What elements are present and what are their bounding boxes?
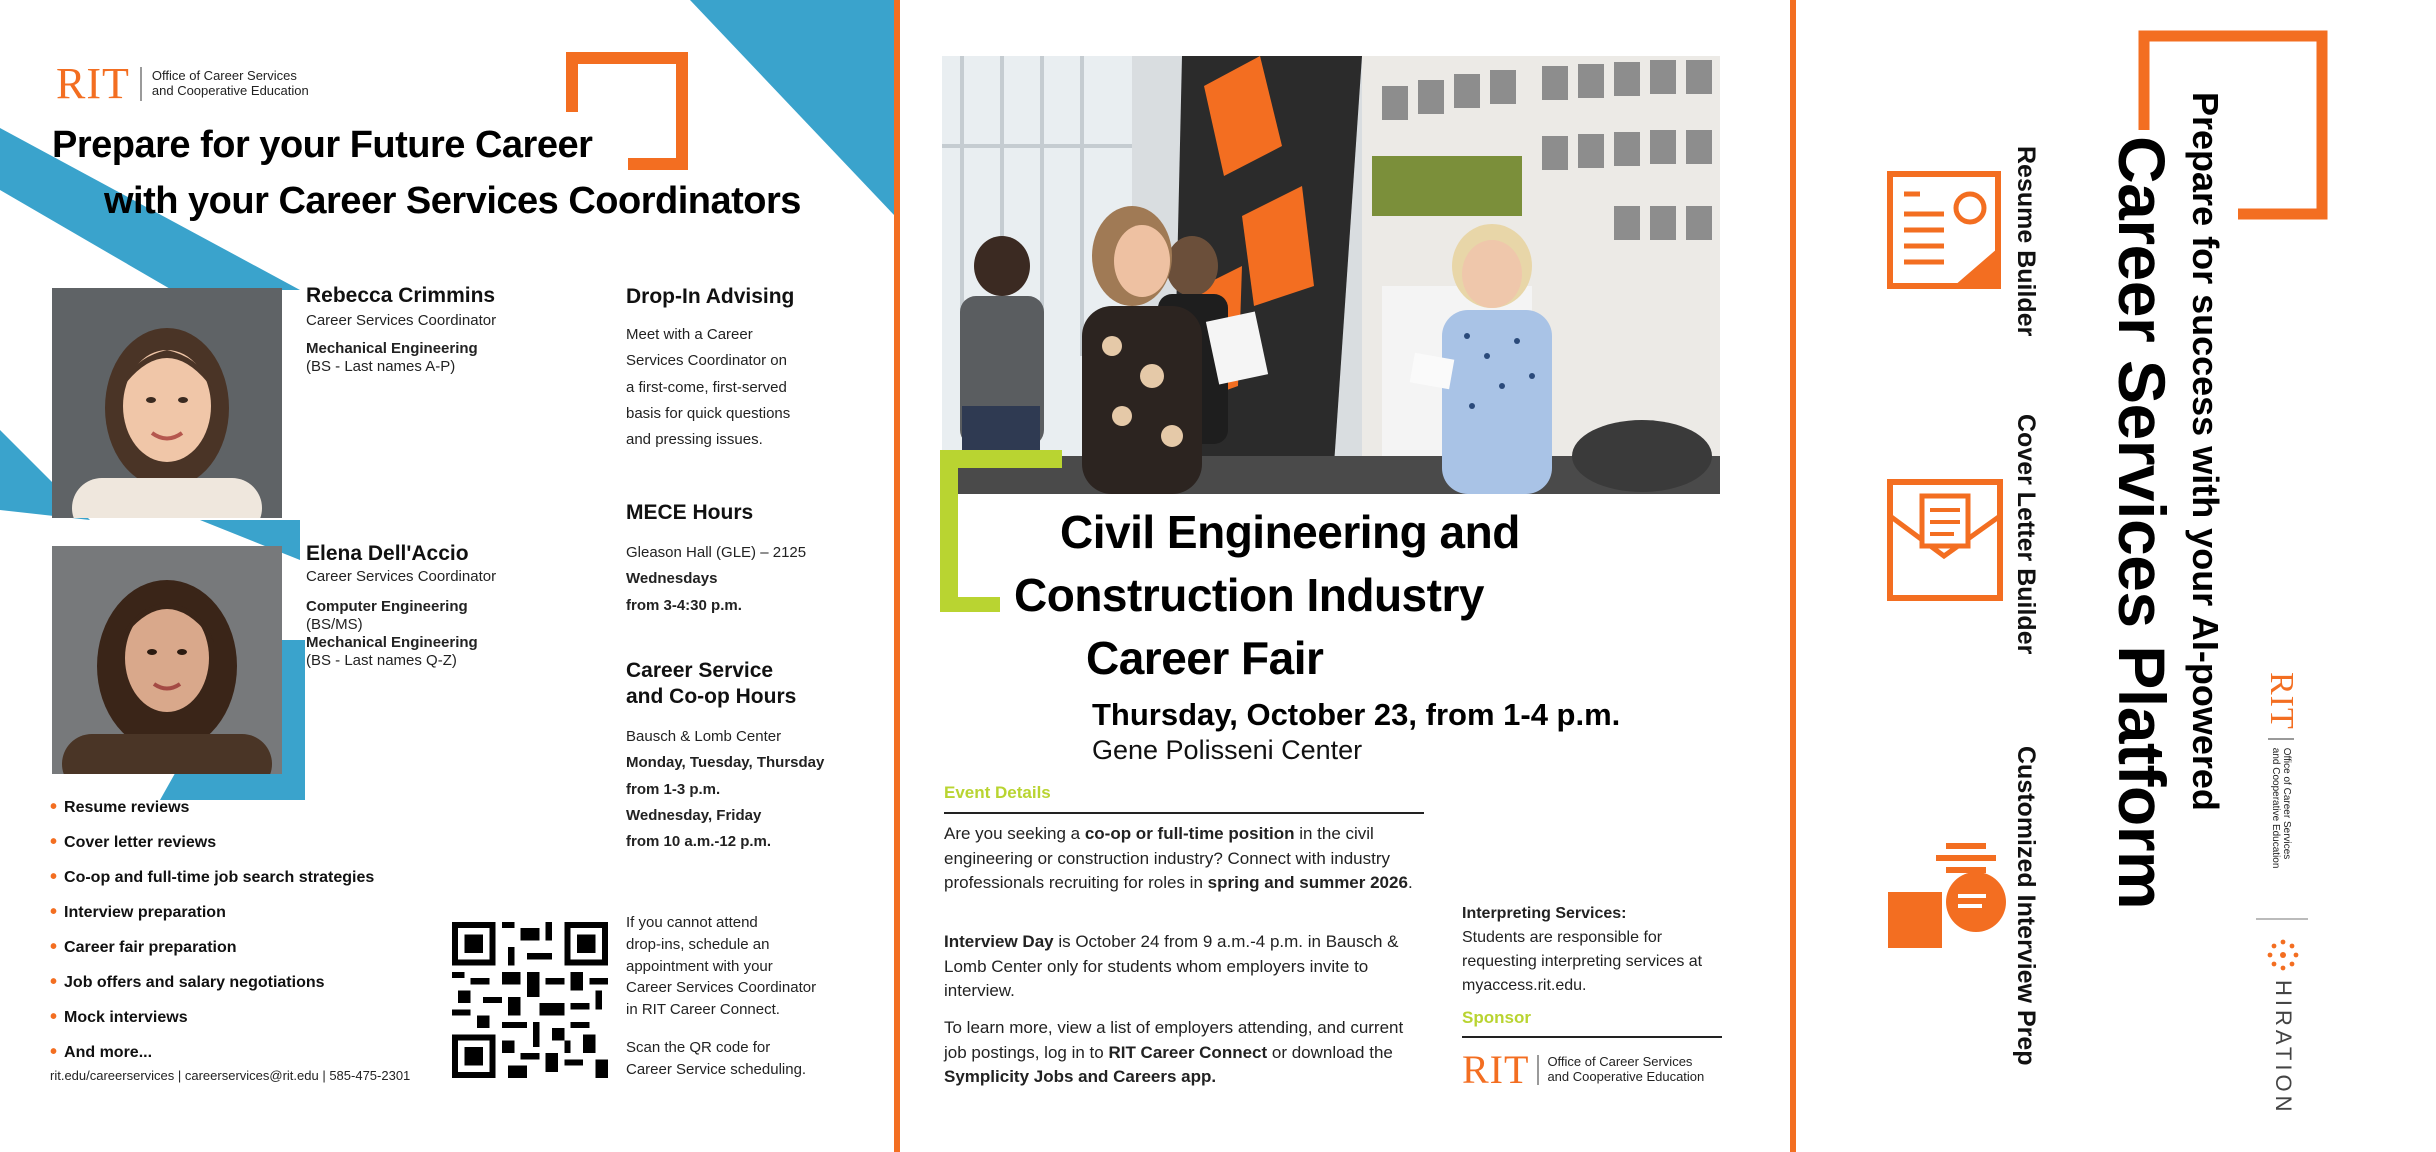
coop-heading: Career Service and Co-op Hours	[626, 659, 797, 709]
list-item: • Co-op and full-time job search strategies	[50, 860, 374, 895]
office-name: Office of Career Services and Cooperative Education	[1547, 1053, 1705, 1084]
person-name-rebecca: Rebecca Crimmins	[306, 284, 496, 307]
platform-tagline: Prepare for success with your AI-powered	[2185, 92, 2226, 811]
interpreting-services: Interpreting Services: Students are responsible for requesting interpreting services at myaccess.rit.edu.	[1462, 905, 1703, 994]
event-paragraph-3: To learn more, view a list of employers attending, and current job postings, log in to RIT Career Connect or download the Symplicity Jobs and Careers app.	[944, 1018, 1404, 1087]
event-details-rule	[944, 812, 1424, 814]
mece-text: Gleason Hall (GLE) – 2125 Wednesdays from 3-4:30 p.m.	[626, 544, 807, 614]
sponsor-label: Sponsor	[1462, 1008, 1531, 1027]
services-list	[50, 790, 374, 1070]
person-name-elena: Elena Dell'Accio	[306, 542, 469, 565]
left-title-line1: Prepare for your Future Career	[52, 124, 593, 166]
resume-builder-label: Resume Builder	[2012, 146, 2040, 337]
right-rit-logo	[2262, 672, 2300, 868]
sponsor-rule	[1462, 1036, 1722, 1038]
rit-wordmark: RIT	[1462, 1047, 1530, 1092]
logo-separator	[1537, 1055, 1539, 1085]
person-role-rebecca: Career Services Coordinator	[306, 312, 497, 329]
coop-text: Bausch & Lomb Center Monday, Tuesday, Thursday from 1-3 p.m. Wednesday, Friday from 10 a.m.-12 p.m.	[626, 728, 825, 850]
logo-separator	[2268, 738, 2294, 740]
list-item: • Mock interviews	[50, 1000, 374, 1035]
fair-location: Gene Polisseni Center	[1092, 735, 1363, 765]
person-program-elena: Computer Engineering (BS/MS) Mechanical Engineering (BS - Last names Q-Z)	[306, 598, 478, 669]
dropin-heading: Drop-In Advising	[626, 285, 795, 308]
career-fair-flyer	[900, 0, 1790, 1152]
rit-wordmark: RIT	[56, 59, 130, 108]
list-item: • Cover letter reviews	[50, 825, 374, 860]
rit-wordmark: RIT	[2263, 672, 2300, 730]
career-fair-photo	[942, 56, 1720, 494]
office-name: Office of Career Services and Cooperative Education	[2270, 747, 2293, 869]
list-item: • Interview preparation	[50, 895, 374, 930]
person-program-rebecca: Mechanical Engineering (BS - Last names A-P)	[306, 340, 478, 375]
ai-platform-flyer	[1796, 0, 2436, 1152]
hiration-mark-icon	[2266, 938, 2300, 972]
interview-prep-icon	[1886, 840, 2016, 950]
footer-contact: rit.edu/careerservices | careerservices@rit.edu | 585-475-2301	[50, 1068, 411, 1083]
list-item: • And more...	[50, 1035, 374, 1070]
left-flyer	[0, 0, 894, 1152]
list-item: • Job offers and salary negotiations	[50, 965, 374, 1000]
list-item: • Career fair preparation	[50, 930, 374, 965]
platform-title: Career Services Platform	[2105, 136, 2179, 910]
sponsor-rit-logo	[1462, 1046, 1704, 1093]
fair-date: Thursday, October 23, from 1-4 p.m.	[1092, 697, 1621, 732]
cover-letter-icon	[1884, 476, 2006, 604]
rebecca-photo	[52, 288, 282, 518]
fair-title-line3: Career Fair	[1086, 632, 1324, 684]
fair-title-line2: Construction Industry	[1014, 569, 1484, 621]
list-item: • Resume reviews	[50, 790, 374, 825]
rit-logo	[56, 58, 309, 109]
dropin-text: Meet with a Career Services Coordinator on a first-come, first-served basis for quick questions and pressing issues.	[626, 326, 791, 448]
qr-note: If you cannot attend drop-ins, schedule an appointment with your Career Services Coordinator in RIT Career Connect. Scan the QR code for Career Service scheduling.	[626, 914, 817, 1078]
office-name: Office of Career Services and Cooperative Education	[151, 67, 309, 98]
qr-code[interactable]	[452, 922, 608, 1078]
event-paragraph-2: Interview Day is October 24 from 9 a.m.-4 p.m. in Bausch & Lomb Center only for students whom employers invite to interview.	[944, 932, 1399, 1001]
hiration-wordmark: HIRATION	[2271, 980, 2296, 1116]
fair-title-line1: Civil Engineering and	[1060, 506, 1520, 558]
elena-photo	[52, 546, 282, 774]
logo-separator	[140, 67, 142, 101]
event-details-label: Event Details	[944, 783, 1051, 802]
logo-divider-line	[2256, 918, 2308, 920]
resume-icon	[1884, 168, 2004, 294]
left-title-line2: with your Career Services Coordinators	[104, 180, 801, 222]
person-role-elena: Career Services Coordinator	[306, 568, 497, 585]
cover-letter-builder-label: Cover Letter Builder	[2012, 414, 2040, 655]
interview-prep-label: Customized Interview Prep	[2012, 746, 2040, 1066]
event-paragraph-1: Are you seeking a co-op or full-time position in the civil engineering or construction industry? Connect with industry professionals recruiting for roles in spring and summer 2026.	[944, 824, 1413, 893]
mece-heading: MECE Hours	[626, 501, 754, 524]
